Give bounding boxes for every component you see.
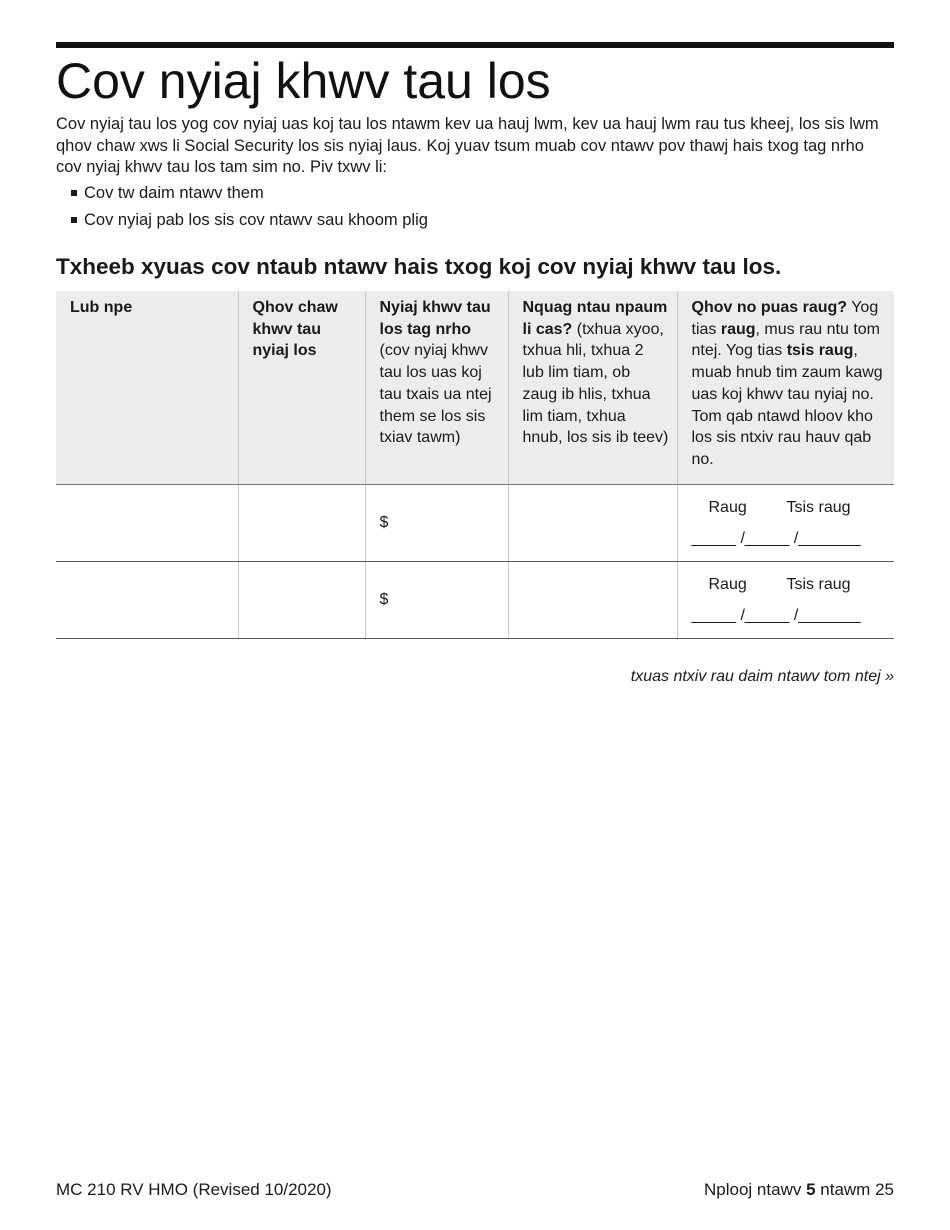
header-name (56, 291, 238, 484)
square-bullet-icon (71, 190, 77, 196)
last-date-field[interactable]: _____ /_____ /_______ (691, 607, 861, 624)
example-list (56, 182, 428, 236)
table-row (56, 561, 894, 638)
name-field[interactable] (56, 561, 238, 638)
raug-option[interactable]: Raug (708, 576, 747, 594)
header-income-source-label: Qhov chaw khwv tau nyiaj los (252, 299, 338, 360)
frequency-field[interactable] (508, 484, 677, 561)
list-item-text: Cov nyiaj pab los sis cov ntawv sau khoom plig (84, 211, 428, 229)
income-table (56, 291, 894, 639)
dollar-sign: $ (379, 513, 389, 531)
tsis-raug-option[interactable]: Tsis raug (786, 499, 851, 517)
tsis-raug-option[interactable]: Tsis raug (786, 576, 851, 594)
square-bullet-icon (71, 217, 77, 223)
header-gross-income-note: (cov nyiaj khwv tau los uas koj tau txais ua ntej them se los sis txiav tawm) (379, 342, 492, 447)
raug-option[interactable]: Raug (708, 499, 747, 517)
header-is-correct-text-1: Yog tias (691, 299, 879, 338)
correct-check-cell (677, 484, 894, 561)
header-gross-income (365, 291, 508, 484)
list-item-text: Cov tw daim ntawv them (84, 184, 264, 202)
header-name-label: Lub npe (70, 299, 133, 316)
gross-income-field[interactable] (365, 484, 508, 561)
header-is-correct (677, 291, 894, 484)
table-header-row (56, 291, 894, 484)
dollar-sign: $ (379, 590, 389, 608)
list-item (56, 182, 428, 209)
section-heading: Txheeb xyuas cov ntaub ntawv hais txog koj cov nyiaj khwv tau los. (56, 254, 782, 279)
list-item (56, 209, 428, 236)
total-pages: 25 (875, 1180, 894, 1199)
frequency-field[interactable] (508, 561, 677, 638)
header-is-correct-label: Qhov no puas raug? (691, 299, 848, 316)
header-frequency-label: Nquag ntau npaum li cas? (522, 299, 668, 338)
gross-income-field[interactable] (365, 561, 508, 638)
header-frequency (508, 291, 677, 484)
header-is-correct-text-2: , mus rau ntu tom ntej. Yog tias (691, 320, 881, 360)
correct-options (692, 574, 881, 596)
last-date-field[interactable]: _____ /_____ /_______ (691, 530, 861, 547)
page-prefix: Nplooj ntawv (704, 1180, 807, 1199)
page-number (704, 1180, 894, 1200)
header-gross-income-label: Nyiaj khwv tau los tag nrho (379, 299, 491, 338)
page-title: Cov nyiaj khwv tau los (56, 53, 551, 109)
header-frequency-note: (txhua xyoo, txhua hli, txhua 2 lub lim tiam, ob zaug ib hlis, txhua lim tiam, txhua hnub, los sis ib teev) (522, 320, 669, 447)
intro-paragraph: Cov nyiaj tau los yog cov nyiaj uas koj tau los ntawm kev ua hauj lwm, kev ua hauj lwm rau tus kheej, los sis lwm qhov chaw xws li Social Security los sis nyiaj laus. Koj yuav tsum muab cov ntawv pov thawj hais txog tag nrho cov nyiaj khwv tau los tam sim no. Piv txwv li: (56, 115, 879, 176)
name-field[interactable] (56, 484, 238, 561)
header-is-correct-text-3: , muab hnub tim zaum kawg uas koj khwv tau nyiaj no. Tom qab ntawd hloov kho los sis ntxiv rau hauv qab no. (691, 342, 883, 468)
header-income-source (238, 291, 365, 484)
form-id: MC 210 RV HMO (Revised 10/2020) (56, 1180, 332, 1199)
current-page: 5 (806, 1180, 816, 1199)
correct-check-cell (677, 561, 894, 638)
continue-note: txuas ntxiv rau daim ntawv tom ntej » (630, 668, 894, 685)
header-tsis-raug-word: tsis raug (786, 342, 854, 360)
top-rule (56, 42, 894, 48)
table-row (56, 484, 894, 561)
income-source-field[interactable] (238, 484, 365, 561)
income-source-field[interactable] (238, 561, 365, 638)
page-mid: ntawm (815, 1180, 876, 1199)
header-raug-word: raug (720, 320, 756, 338)
correct-options (692, 497, 881, 519)
